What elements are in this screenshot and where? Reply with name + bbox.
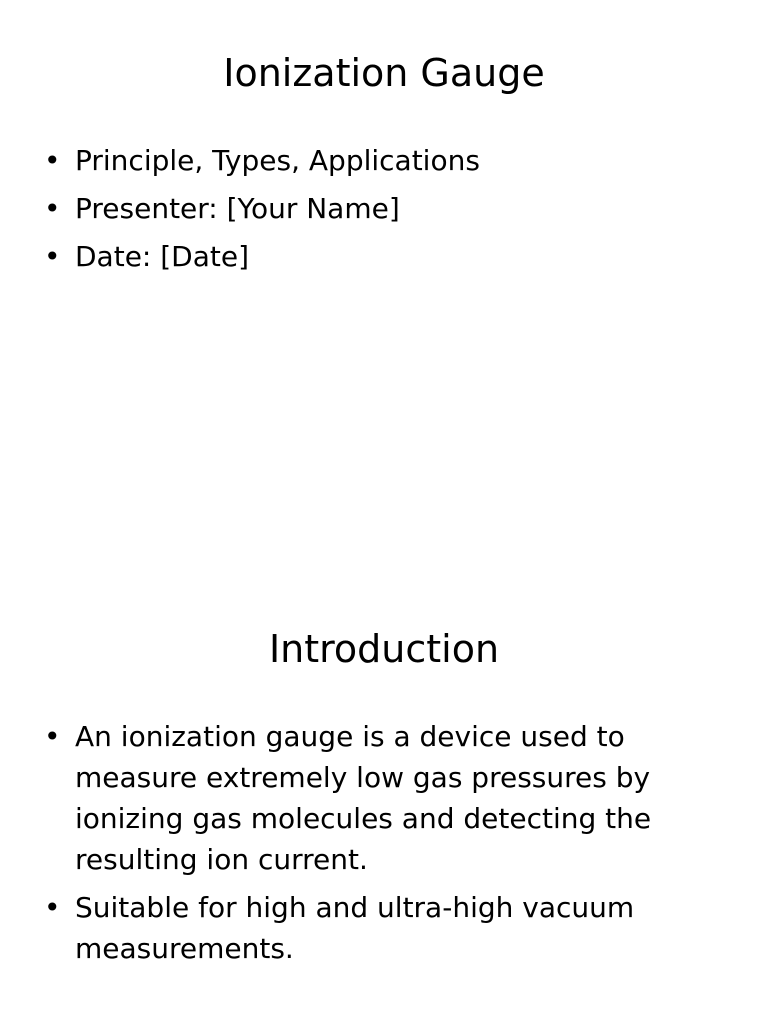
bullet-text: Presenter: [Your Name] [75,192,400,225]
bullet-text: Date: [Date] [75,240,250,273]
bullet-text: An ionization gauge is a device used to measure extremely low gas pressures by ionizing gas molecules and detecting the resulting ion current. [75,720,652,876]
slide-title: Ionization Gauge [223,51,545,95]
bullet-item [44,140,664,181]
bullet-list [44,716,664,976]
bullet-item [44,188,664,229]
bullet-text: Principle, Types, Applications [75,144,480,177]
bullet-item [44,236,664,277]
bullet-icon: • [44,891,61,924]
bullet-icon: • [44,240,61,273]
bullet-text: Suitable for high and ultra-high vacuum measurements. [75,891,635,965]
slide-title: Introduction [268,627,500,671]
bullet-list [44,140,664,284]
bullet-icon: • [44,720,61,753]
bullet-item [44,716,664,880]
slide-introduction [0,576,768,1024]
bullet-icon: • [44,192,61,225]
bullet-item [44,887,664,969]
bullet-icon: • [44,144,61,177]
